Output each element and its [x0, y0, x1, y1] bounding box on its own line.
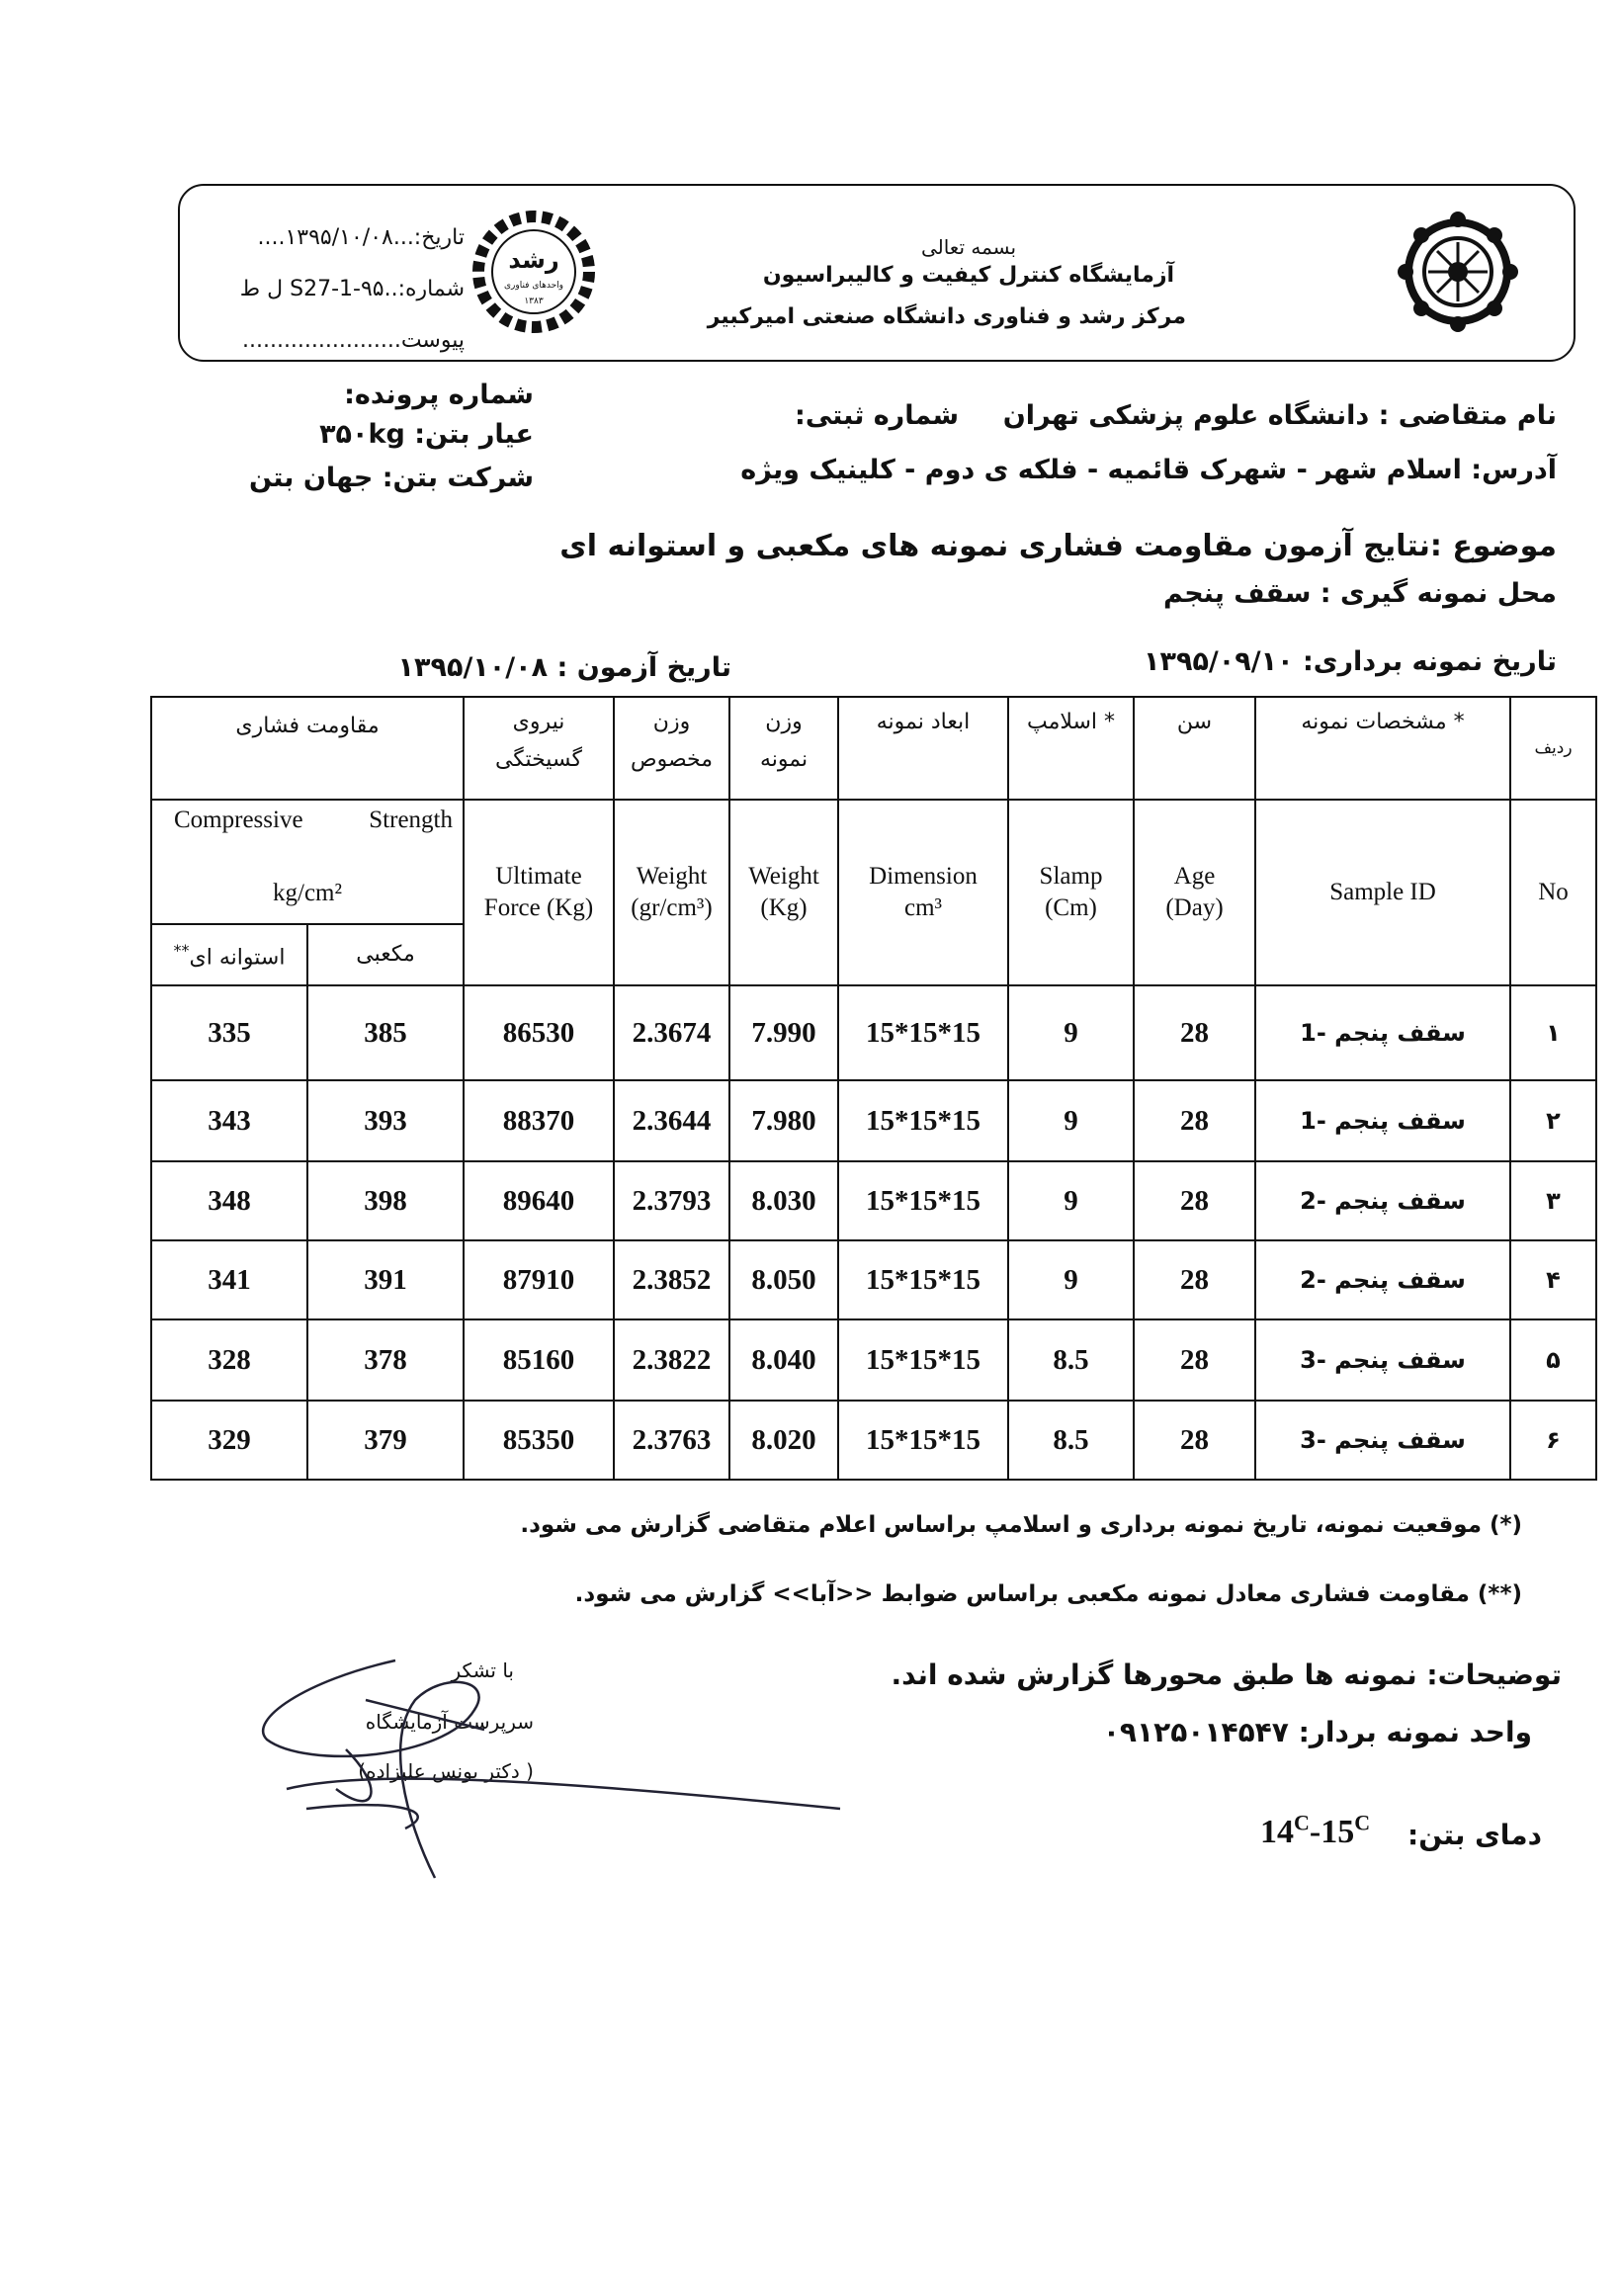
weight-cell: 8.040: [729, 1319, 838, 1401]
row-number-cell: ۴: [1510, 1240, 1596, 1319]
th-dimension-en: Dimension cm³: [838, 800, 1008, 985]
density-cell: 2.3793: [614, 1161, 729, 1240]
slump-cell: 9: [1008, 1161, 1134, 1240]
header-row-fa: [151, 697, 1596, 800]
weight-cell: 7.980: [729, 1080, 838, 1161]
table-row: [151, 985, 1596, 1080]
cylindrical-cell: 329: [151, 1401, 307, 1480]
university-logo-icon: [1394, 208, 1522, 336]
concrete-temp-value: [1260, 1811, 1408, 1851]
density-cell: 2.3822: [614, 1319, 729, 1401]
slump-cell: 8.5: [1008, 1401, 1134, 1480]
age-cell: 28: [1134, 1161, 1255, 1240]
supervisor-name: ( دکتر یونس علیزاده): [358, 1759, 534, 1783]
th-weight-fa: وزن نمونه: [729, 697, 838, 800]
cylindrical-cell: 335: [151, 985, 307, 1080]
address: آدرس: اسلام شهر - شهرک قائمیه - فلکه ی دوم - کلینیک ویژه: [740, 455, 1557, 485]
cylindrical-cell: 341: [151, 1240, 307, 1319]
sampling-location: محل نمونه گیری : سقف پنجم: [1163, 578, 1557, 609]
density-cell: 2.3852: [614, 1240, 729, 1319]
note-2: (**) مقاومت فشاری معادل نمونه مکعبی براساس ضوابط <<آبا>> گزارش می شود.: [574, 1581, 1522, 1607]
cubic-cell: 391: [307, 1240, 464, 1319]
th-slump-fa: اسلامپ *: [1008, 697, 1134, 800]
row-number-cell: ۱: [1510, 985, 1596, 1080]
header-date: تاریخ:...۱۳۹۵/۱۰/۰۸....: [257, 225, 465, 250]
logo-subtitle: واحدهای فناوری: [503, 281, 564, 291]
row-number-cell: ۵: [1510, 1319, 1596, 1401]
header-row-en: [151, 800, 1596, 924]
th-density-fa: وزن مخصوص: [614, 697, 729, 800]
sample-id-cell: سقف پنجم -1: [1255, 985, 1510, 1080]
force-cell: 85350: [464, 1401, 614, 1480]
roshd-logo-icon: [465, 203, 603, 341]
slump-cell: 9: [1008, 1240, 1134, 1319]
cubic-cell: 379: [307, 1401, 464, 1480]
table-body: [151, 985, 1596, 1480]
table-row: [151, 1161, 1596, 1240]
force-cell: 85160: [464, 1319, 614, 1401]
th-sample-spec-fa: مشخصات نمونه *: [1255, 697, 1510, 800]
logo-title: رشد: [508, 246, 559, 274]
sample-id-cell: سقف پنجم -3: [1255, 1319, 1510, 1401]
cylindrical-cell: 328: [151, 1319, 307, 1401]
dimension-cell: 15*15*15: [838, 1161, 1008, 1240]
dimension-cell: 15*15*15: [838, 1319, 1008, 1401]
density-cell: 2.3644: [614, 1080, 729, 1161]
registration-number: شماره ثبتی:: [795, 400, 959, 431]
age-cell: 28: [1134, 985, 1255, 1080]
cyl-label: استوانه ای: [189, 945, 286, 971]
th-strength-fa: مقاومت فشاری: [151, 697, 464, 800]
th-age-en: Age (Day): [1134, 800, 1255, 985]
weight-cell: 8.050: [729, 1240, 838, 1319]
age-cell: 28: [1134, 1319, 1255, 1401]
basmala: بسمه تعالی: [920, 235, 1017, 259]
center-name: مرکز رشد و فناوری دانشگاه صنعتی امیرکبیر: [707, 304, 1186, 329]
age-cell: 28: [1134, 1401, 1255, 1480]
row-number-cell: ۶: [1510, 1401, 1596, 1480]
th-cylindrical: [151, 924, 307, 985]
th-age-fa: سن: [1134, 697, 1255, 800]
cylindrical-cell: 343: [151, 1080, 307, 1161]
temp-text: $14^C-15^C$: [1260, 1811, 1371, 1851]
sample-id-cell: سقف پنجم -3: [1255, 1401, 1510, 1480]
force-cell: 86530: [464, 985, 614, 1080]
concrete-company: شرکت بتن: جهان بتن: [248, 463, 534, 493]
thanks: با تشکر: [451, 1658, 514, 1682]
test-date: تاریخ آزمون : ۱۳۹۵/۱۰/۰۸: [397, 652, 731, 683]
table-row: [151, 1080, 1596, 1161]
th-slump-en: Slamp (Cm): [1008, 800, 1134, 985]
age-cell: 28: [1134, 1240, 1255, 1319]
th-force-en: Ultimate Force (Kg): [464, 800, 614, 985]
header-attachment: پیوست.......................: [241, 328, 465, 353]
force-cell: 88370: [464, 1080, 614, 1161]
th-dimension-fa: ابعاد نمونه: [838, 697, 1008, 800]
sampling-date: تاریخ نمونه برداری: ۱۳۹۵/۰۹/۱۰: [1144, 646, 1557, 677]
dimension-cell: 15*15*15: [838, 1240, 1008, 1319]
cylindrical-cell: 348: [151, 1161, 307, 1240]
cubic-cell: 393: [307, 1080, 464, 1161]
th-no-en: No: [1510, 800, 1596, 985]
slump-cell: 8.5: [1008, 1319, 1134, 1401]
signature-icon: [247, 1641, 860, 1898]
strength-word-2: Strength: [369, 807, 453, 833]
strength-unit: kg/cm²: [273, 880, 342, 906]
slump-cell: 9: [1008, 985, 1134, 1080]
density-cell: 2.3763: [614, 1401, 729, 1480]
age-cell: 28: [1134, 1080, 1255, 1161]
logo-year: ۱۳۸۳: [524, 297, 544, 306]
sample-id-cell: سقف پنجم -1: [1255, 1080, 1510, 1161]
th-force-fa: نیروی گسیختگی: [464, 697, 614, 800]
table-row: [151, 1401, 1596, 1480]
file-number: شماره پرونده:: [344, 380, 534, 410]
dimension-cell: 15*15*15: [838, 1401, 1008, 1480]
th-cubic: مکعبی: [307, 924, 464, 985]
row-number-cell: ۳: [1510, 1161, 1596, 1240]
row-number-cell: ۲: [1510, 1080, 1596, 1161]
applicant: نام متقاضی : دانشگاه علوم پزشکی تهران: [1002, 400, 1557, 431]
dimension-cell: 15*15*15: [838, 985, 1008, 1080]
cement-grade: عیار بتن: ۳۵۰kg: [319, 419, 534, 450]
concrete-temp-label: دمای بتن:: [1407, 1819, 1542, 1851]
strength-word-1: Compressive: [174, 807, 303, 833]
th-strength-en: [151, 800, 464, 924]
table-row: [151, 1319, 1596, 1401]
note-1: (*) موقعیت نمونه، تاریخ نمونه برداری و اسلامپ براساس اعلام متقاضی گزارش می شود.: [520, 1512, 1522, 1538]
weight-cell: 7.990: [729, 985, 838, 1080]
th-weight-en: Weight (Kg): [729, 800, 838, 985]
cubic-cell: 385: [307, 985, 464, 1080]
lab-name: آزمایشگاه کنترل کیفیت و کالیبراسیون: [762, 263, 1175, 288]
sample-id-cell: سقف پنجم -2: [1255, 1240, 1510, 1319]
th-row-fa: ردیف: [1510, 697, 1596, 800]
supervisor-title: سرپرست آزمایشگاه: [365, 1710, 534, 1734]
cubic-cell: 378: [307, 1319, 464, 1401]
th-sample-id-en: Sample ID: [1255, 800, 1510, 985]
force-cell: 87910: [464, 1240, 614, 1319]
weight-cell: 8.030: [729, 1161, 838, 1240]
header-number: شماره:..S27-1-۹۵ ل ط: [239, 277, 465, 301]
cyl-mark: **: [173, 941, 190, 961]
subject: موضوع :نتایج آزمون مقاومت فشاری نمونه های مکعبی و استوانه ای: [559, 529, 1557, 563]
density-cell: 2.3674: [614, 985, 729, 1080]
sample-id-cell: سقف پنجم -2: [1255, 1161, 1510, 1240]
table-row: [151, 1240, 1596, 1319]
force-cell: 89640: [464, 1161, 614, 1240]
th-density-en: Weight (gr/cm³): [614, 800, 729, 985]
results-table: [150, 696, 1597, 1481]
dimension-cell: 15*15*15: [838, 1080, 1008, 1161]
sampling-unit: واحد نمونه بردار: ۰۹۱۲۵۰۱۴۵۴۷: [1102, 1716, 1532, 1748]
slump-cell: 9: [1008, 1080, 1134, 1161]
remarks: توضیحات: نمونه ها طبق محورها گزارش شده اند.: [891, 1658, 1562, 1691]
weight-cell: 8.020: [729, 1401, 838, 1480]
cubic-cell: 398: [307, 1161, 464, 1240]
